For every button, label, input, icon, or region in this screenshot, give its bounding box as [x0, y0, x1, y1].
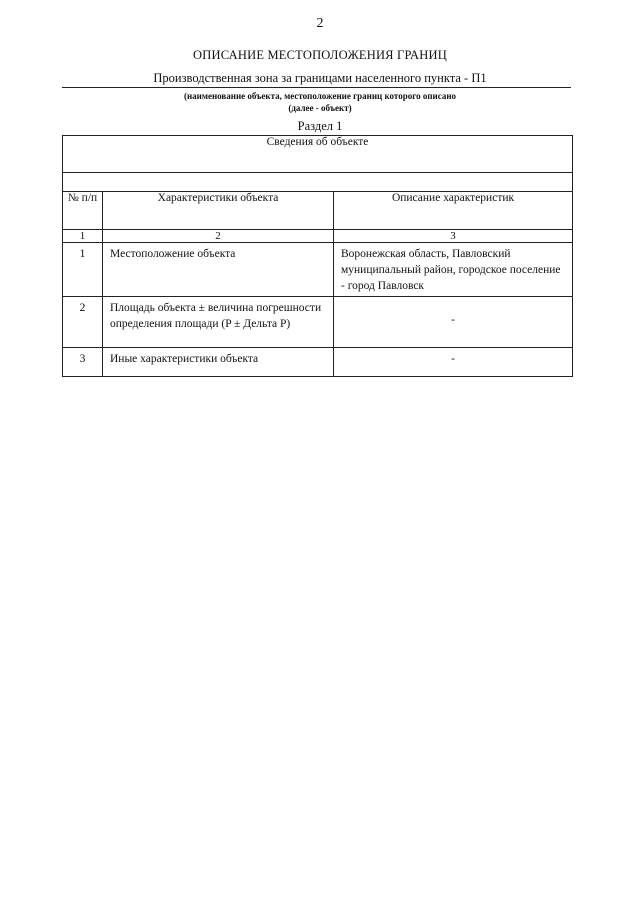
row-description — [334, 297, 573, 348]
table-row — [63, 243, 573, 297]
row-description — [334, 348, 573, 377]
column-index: 3 — [334, 230, 573, 243]
row-characteristic — [103, 243, 334, 297]
row-number-text: 1 — [79, 248, 86, 260]
column-index: 2 — [103, 230, 334, 243]
object-name: Производственная зона за границами населенного пункта - П1 — [153, 71, 487, 85]
row-description-text: - — [451, 353, 455, 365]
underline-divider — [62, 87, 571, 88]
row-characteristic-text: Иные характеристики объекта — [110, 353, 259, 365]
row-characteristic — [103, 297, 334, 348]
row-description — [334, 243, 573, 297]
object-name-caption-line2: (далее - объект) — [288, 103, 352, 113]
column-header-number: № п/п — [63, 192, 103, 230]
table-row — [63, 297, 573, 348]
table-header: Сведения об объекте — [63, 136, 573, 173]
row-description-text: Воронежская область, Павловский муниципальный район, городское поселение - город Павловск — [341, 248, 561, 292]
row-number — [63, 243, 103, 297]
table-header-row — [63, 136, 573, 173]
row-number — [63, 297, 103, 348]
empty-cell — [63, 173, 573, 192]
row-number-text: 3 — [79, 353, 86, 365]
document-title: ОПИСАНИЕ МЕСТОПОЛОЖЕНИЯ ГРАНИЦ — [193, 48, 447, 62]
row-characteristic-text: Площадь объекта ± величина погрешности определения площади (P ± Дельта P) — [110, 302, 322, 330]
table-row — [63, 348, 573, 377]
object-info-table — [62, 135, 573, 377]
page-number: 2 — [316, 16, 324, 31]
row-description-text: - — [451, 314, 455, 326]
column-header-row — [63, 192, 573, 230]
row-number-text: 2 — [79, 302, 86, 314]
row-number — [63, 348, 103, 377]
table-spacer-row — [63, 173, 573, 192]
column-index: 1 — [63, 230, 103, 243]
row-characteristic — [103, 348, 334, 377]
column-index-row — [63, 230, 573, 243]
column-header-description: Описание характеристик — [334, 192, 573, 230]
section-title: Раздел 1 — [297, 119, 343, 133]
object-name-caption-line1: (наименование объекта, местоположение границ которого описано — [183, 91, 457, 101]
column-header-characteristics: Характеристики объекта — [103, 192, 334, 230]
row-characteristic-text: Местоположение объекта — [110, 248, 236, 260]
